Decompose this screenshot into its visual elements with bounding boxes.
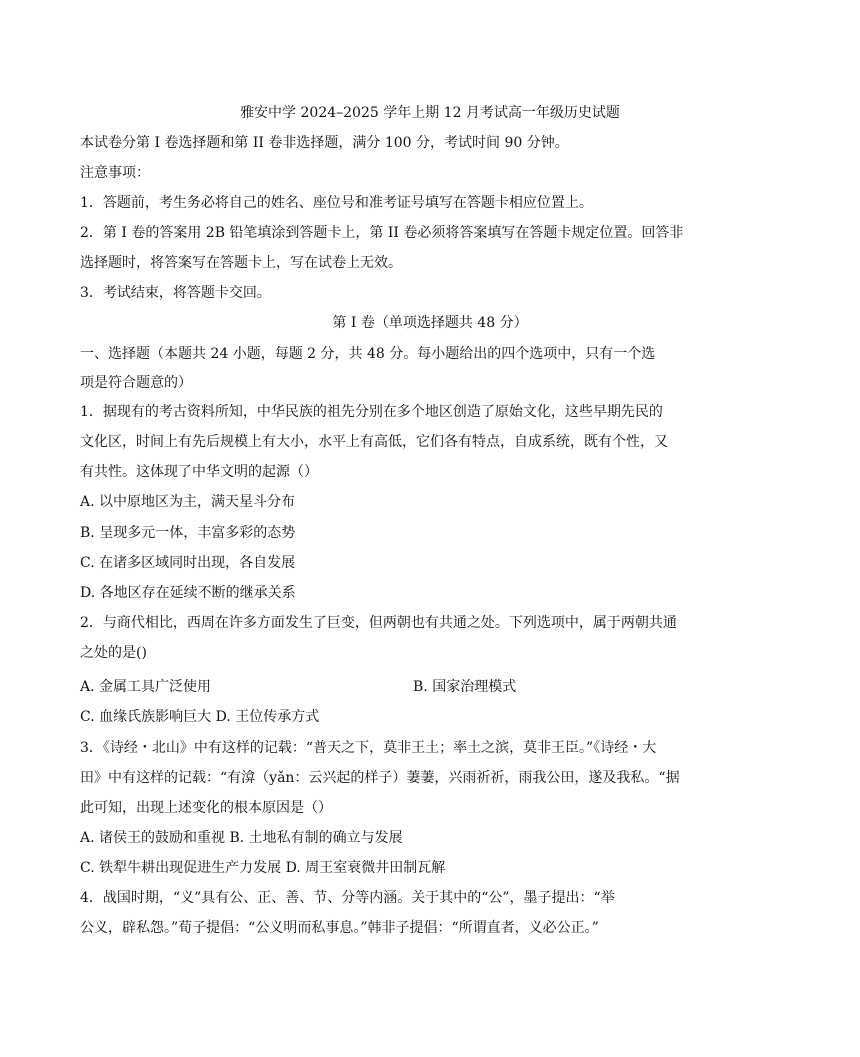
exam-title: 雅安中学 2024–2025 学年上期 12 月考试高一年级历史试题: [240, 105, 620, 121]
question-3-stem: 3．《诗经・北山》中有这样的记载：“普天之下，莫非王土；率土之滨，莫非王臣。”《诗经・大: [80, 740, 657, 756]
note-item: 1．答题前，考生务必将自己的姓名、座位号和准考证号填写在答题卡相应位置上。: [80, 195, 593, 211]
note-item: 3．考试结束，将答题卡交回。: [80, 285, 271, 301]
question-2-option-a: A. 金属工具广泛使用: [80, 679, 212, 695]
question-2-option-b: B. 国家治理模式: [413, 679, 517, 695]
question-1-option-a: A. 以中原地区为主，满天星斗分布: [80, 494, 296, 510]
intro-text: 本试卷分第 I 卷选择题和第 II 卷非选择题，满分 100 分，考试时间 90 分钟。: [80, 135, 569, 151]
question-2-stem: 之处的是(): [80, 645, 147, 661]
section-heading-cont: 项是符合题意的）: [80, 375, 192, 391]
note-item: 2．第 I 卷的答案用 2B 铅笔填涂到答题卡上，第 II 卷必须将答案填写在答题卡规定位置。回答非: [80, 225, 684, 241]
question-4-stem: 公义，辟私怨。”荀子提倡：“公义明而私事息。”韩非子提倡：“所谓直者，义必公正。”: [80, 920, 599, 936]
question-4-stem: 4．战国时期，“义”具有公、正、善、节、分等内涵。关于其中的“公”，墨子提出：“举: [80, 890, 615, 906]
question-3-stem: 田》中有这样的记载：“有渰（yǎn：云兴起的样子）萋萋，兴雨祈祈，雨我公田，遂及我私。“据: [80, 770, 680, 786]
question-1-option-b: B. 呈现多元一体，丰富多彩的态势: [80, 525, 296, 541]
notes-heading: 注意事项：: [80, 165, 150, 181]
question-3-stem: 此可知，出现上述变化的根本原因是（）: [80, 800, 332, 816]
question-1-stem: 文化区，时间上有先后规模上有大小，水平上有高低，它们各有特点，自成系统，既有个性，又: [80, 434, 668, 450]
note-item: 选择题时，将答案写在答题卡上，写在试卷上无效。: [80, 255, 402, 271]
section-heading: 一、选择题（本题共 24 小题，每题 2 分，共 48 分。每小题给出的四个选项中，只有一个选: [80, 346, 656, 362]
question-1-option-d: D. 各地区存在延续不断的继承关系: [80, 585, 296, 601]
question-3-options-ab: A. 诸侯王的鼓励和重视 B. 土地私有制的确立与发展: [80, 830, 403, 846]
part1-heading: 第 I 卷（单项选择题共 48 分）: [332, 315, 528, 331]
question-1-option-c: C. 在诸多区域同时出现，各自发展: [80, 555, 296, 571]
question-2-stem: 2．与商代相比，西周在许多方面发生了巨变，但两朝也有共通之处。下列选项中，属于两朝共通: [80, 615, 677, 631]
question-1-stem: 有共性。这体现了中华文明的起源（）: [80, 464, 318, 480]
question-3-options-cd: C. 铁犁牛耕出现促进生产力发展 D. 周王室衰微井田制瓦解: [80, 860, 446, 876]
question-2-option-cd: C. 血缘氏族影响巨大 D. 王位传承方式: [80, 709, 320, 725]
question-1-stem: 1．据现有的考古资料所知，中华民族的祖先分别在多个地区创造了原始文化，这些早期先民的: [80, 404, 663, 420]
